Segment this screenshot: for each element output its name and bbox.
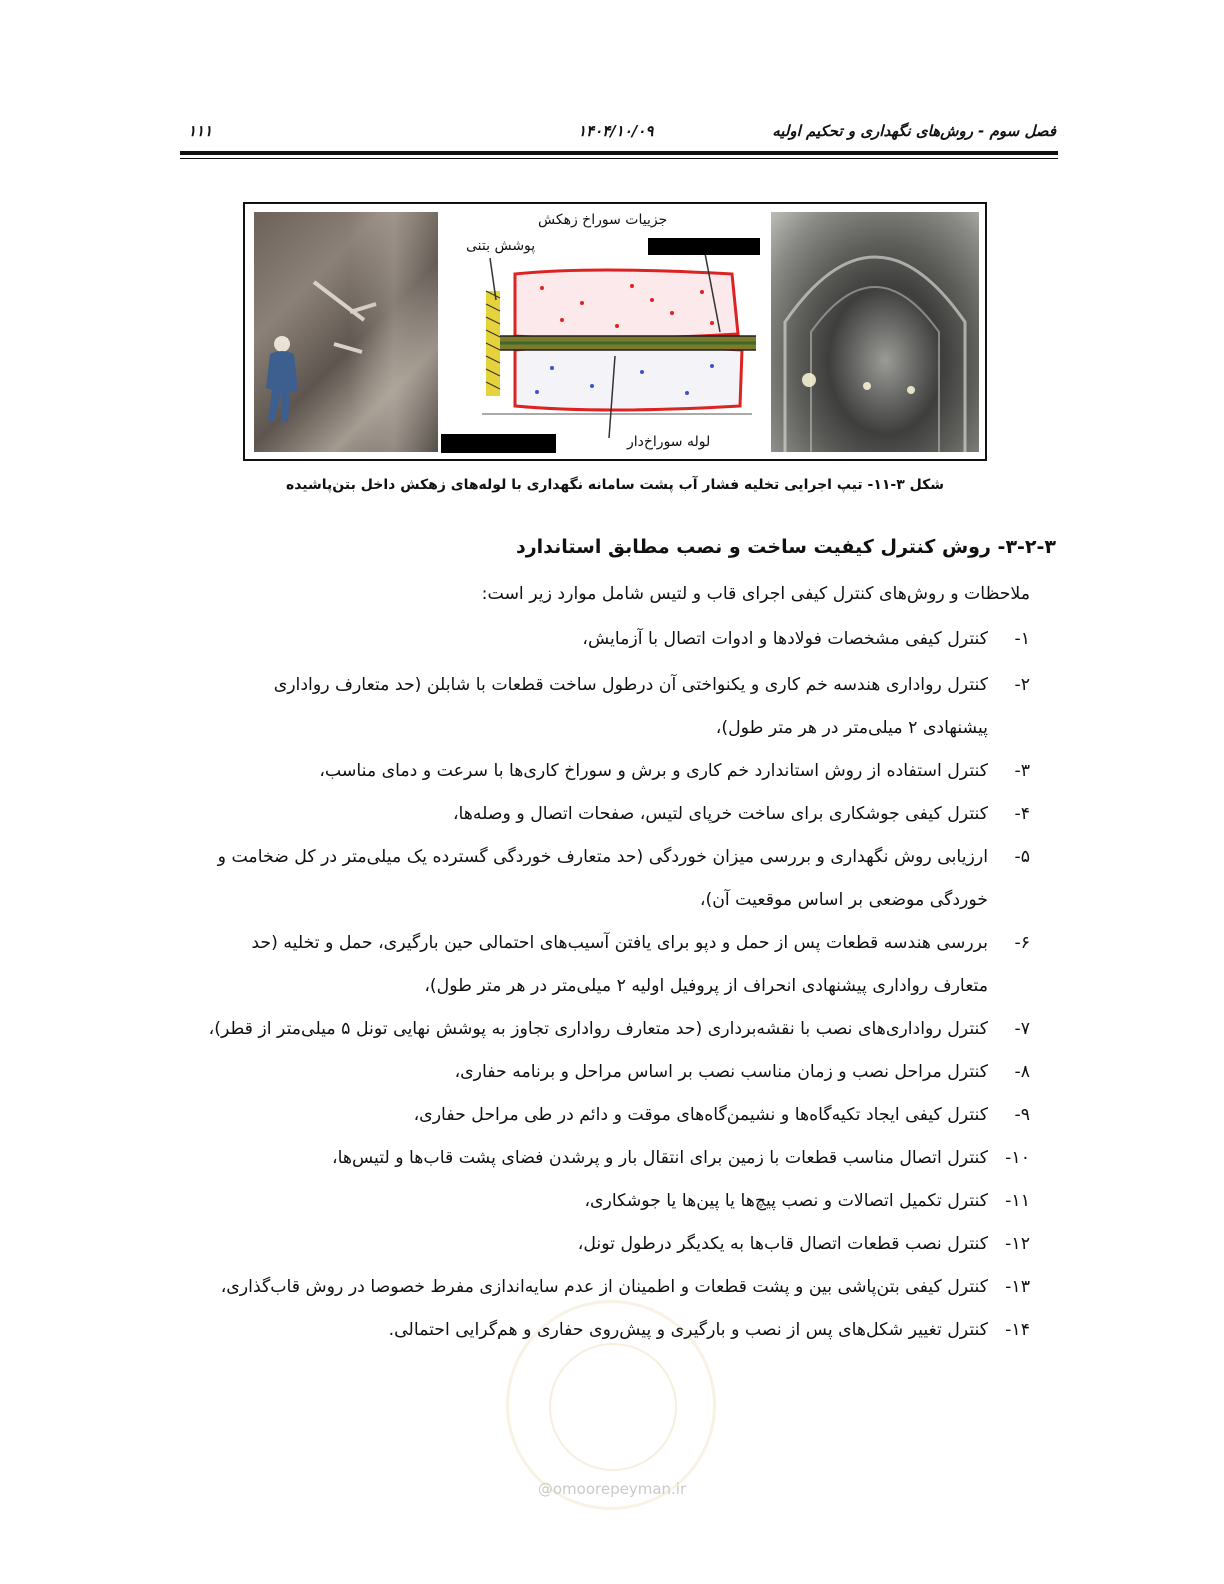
list-number: ۱۳-: [1005, 1277, 1030, 1297]
list-number: ۹-: [1014, 1105, 1030, 1125]
figure-frame: [243, 202, 987, 461]
list-text: کنترل مراحل نصب و زمان مناسب نصب بر اساس مراحل و برنامه حفاری،: [454, 1062, 988, 1082]
section-title: ۳-۲-۳- روش کنترل کیفیت ساخت و نصب مطابق استاندارد: [515, 536, 1056, 558]
list-number: ۱۴-: [1005, 1320, 1030, 1340]
list-text: کنترل تغییر شکل‌های پس از نصب و بارگیری و پیش‌روی حفاری و هم‌گرایی احتمالی.: [388, 1320, 988, 1340]
header-rule-thick: [180, 151, 1058, 155]
list-text: کنترل رواداری هندسه خم کاری و یکنواختی آن درطول ساخت قطعات با شابلن (حد متعارف رواداری: [273, 675, 988, 695]
list-text: کنترل کیفی بتن‌پاشی بین و پشت قطعات و اطمینان از عدم سایه‌اندازی مفرط خصوصا در روش قاب‌گذاری،: [220, 1277, 988, 1297]
list-number: ۶-: [1014, 933, 1030, 953]
perforated-pipe-label: لوله سوراخ‌دار: [627, 434, 711, 450]
list-text: کنترل کیفی مشخصات فولادها و ادوات اتصال با آزمایش،: [582, 629, 988, 649]
list-text: بررسی هندسه قطعات پس از حمل و دپو برای یافتن آسیب‌های احتمالی حین بارگیری، حمل و تخلیه (حد: [251, 933, 988, 953]
list-text: خوردگی موضعی بر اساس موقعیت آن)،: [699, 890, 988, 910]
list-text: ارزیابی روش نگهداری و بررسی میزان خوردگی (حد متعارف خوردگی گسترده یک میلی‌متر در کل ضخامت و: [217, 847, 988, 867]
list-number: ۱۲-: [1005, 1234, 1030, 1254]
watermark-text: @omoorepeyman.ir: [537, 1480, 687, 1498]
list-number: ۷-: [1014, 1019, 1030, 1039]
tunnel-wall-photo: [254, 212, 438, 452]
tunnel-interior-photo: [771, 212, 979, 452]
drain-detail-label: جزییات سوراخ زهکش: [538, 212, 668, 228]
tunnel-arch-graphic: [771, 212, 979, 452]
list-text: کنترل استفاده از روش استاندارد خم کاری و برش و سوراخ کاری‌ها با سرعت و دمای مناسب،: [319, 761, 988, 781]
header-date: ۱۴۰۴/۱۰/۰۹: [578, 122, 654, 140]
list-text: کنترل نصب قطعات اتصال قاب‌ها به یکدیگر درطول تونل،: [577, 1234, 988, 1254]
list-number: ۲-: [1014, 675, 1030, 695]
header-rule-thin: [180, 158, 1058, 159]
list-text: کنترل اتصال مناسب قطعات با زمین برای انتقال بار و پرشدن فضای پشت قاب‌ها و لتیس‌ها،: [332, 1148, 988, 1168]
list-text: متعارف رواداری پیشنهادی انحراف از پروفیل اولیه ۲ میلی‌متر در هر متر طول)،: [424, 976, 988, 996]
list-text: پیشنهادی ۲ میلی‌متر در هر متر طول)،: [715, 718, 988, 738]
list-number: ۵-: [1014, 847, 1030, 867]
list-number: ۱۰-: [1005, 1148, 1030, 1168]
list-text: کنترل رواداری‌های نصب با نقشه‌برداری (حد متعارف رواداری تجاوز به پوشش نهایی تونل ۵ میلی‌متر از قطر)،: [208, 1019, 988, 1039]
list-number: ۱۱-: [1005, 1191, 1030, 1211]
page-number: ۱۱۱: [188, 122, 213, 140]
list-text: کنترل کیفی جوشکاری برای ساخت خرپای لتیس، صفحات اتصال و وصله‌ها،: [452, 804, 988, 824]
concrete-cover-label: پوشش بتنی: [466, 238, 536, 254]
watermark-seal: [506, 1300, 716, 1510]
list-number: ۸-: [1014, 1062, 1030, 1082]
redaction-bar: [441, 434, 556, 453]
intro-paragraph: ملاحظات و روش‌های کنترل کیفی اجرای قاب و لتیس شامل موارد زیر است:: [481, 584, 1030, 604]
list-text: کنترل تکمیل اتصالات و نصب پیچ‌ها یا پین‌ها یا جوشکاری،: [584, 1191, 988, 1211]
redaction-bar: [648, 238, 760, 255]
worker-figure: [254, 212, 438, 452]
list-number: ۴-: [1014, 804, 1030, 824]
figure-caption: شکل ۳-۱۱- تیپ اجرایی تخلیه فشار آب پشت سامانه نگهداری با لوله‌های زهکش داخل بتن‌پاشیده: [285, 477, 945, 493]
chapter-title: فصل سوم - روش‌های نگهداری و تحکیم اولیه: [772, 122, 1056, 140]
list-number: ۳-: [1014, 761, 1030, 781]
list-text: کنترل کیفی ایجاد تکیه‌گاه‌ها و نشیمن‌گاه‌های موقت و دائم در طی مراحل حفاری،: [413, 1105, 988, 1125]
list-number: ۱-: [1014, 629, 1030, 649]
page-header: [180, 120, 1058, 144]
